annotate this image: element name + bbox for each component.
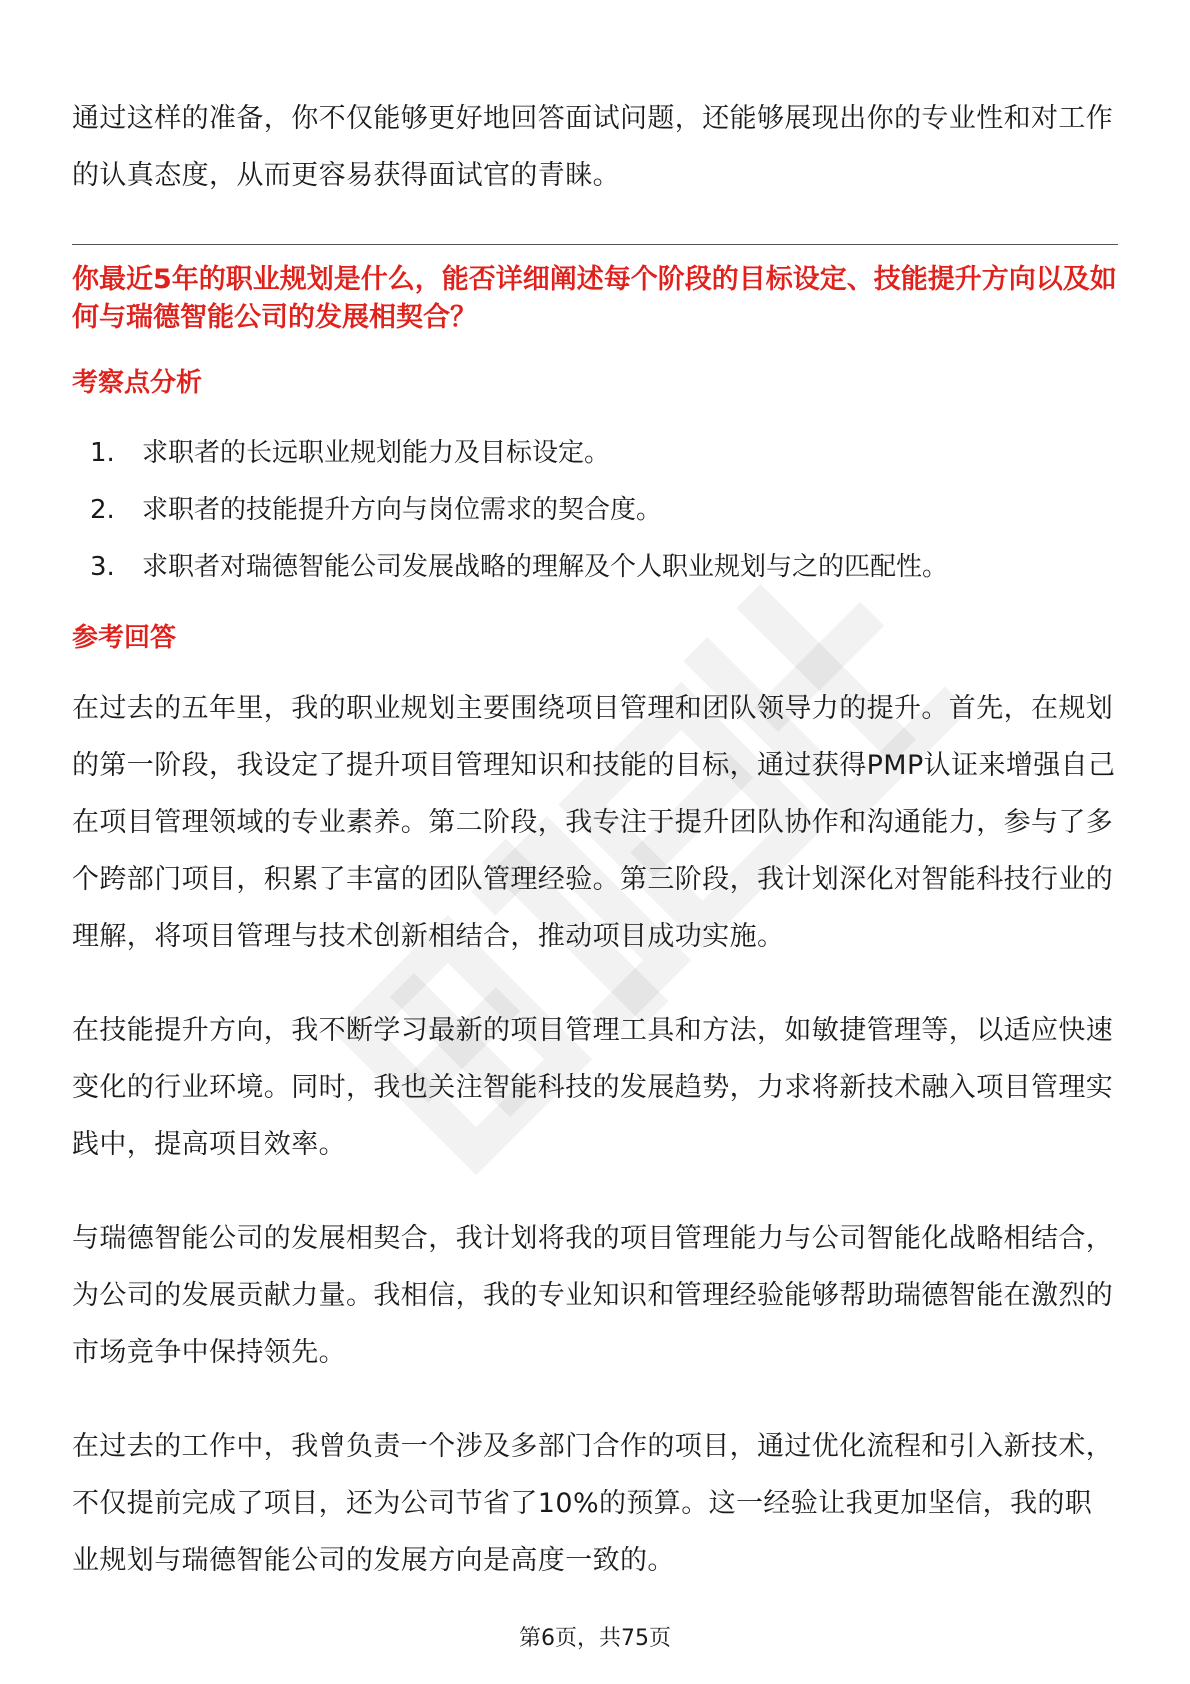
page-number: 第6页，共75页 — [519, 1626, 671, 1651]
intro-paragraph: 通过这样的准备，你不仅能够更好地回答面试问题，还能够展现出你的专业性和对工作的认真态度，从而更容易获得面试官的青睐。 — [72, 103, 1114, 191]
answer-heading: 参考回答 — [72, 623, 177, 653]
answer-paragraph: 与瑞德智能公司的发展相契合，我计划将我的项目管理能力与公司智能化战略相结合，为公司的发展贡献力量。我相信，我的专业知识和管理经验能够帮助瑞德智能在激烈的市场竞争中保持领先。 — [72, 1223, 1114, 1368]
analysis-list — [72, 425, 1118, 596]
list-item-number: 2. — [90, 495, 115, 525]
list-item-text: 求职者对瑞德智能公司发展战略的理解及个人职业规划与之的匹配性。 — [142, 552, 949, 582]
list-item — [72, 425, 1118, 482]
answer-paragraph: 在技能提升方向，我不断学习最新的项目管理工具和方法，如敏捷管理等，以适应快速变化的行业环境。同时，我也关注智能科技的发展趋势，力求将新技术融入项目管理实践中，提高项目效率。 — [72, 1015, 1114, 1160]
list-item — [72, 482, 1118, 539]
list-item-text: 求职者的技能提升方向与岗位需求的契合度。 — [142, 495, 663, 525]
page-content — [72, 90, 1118, 1626]
list-item-text: 求职者的长远职业规划能力及目标设定。 — [142, 438, 611, 468]
answer-paragraph: 在过去的工作中，我曾负责一个涉及多部门合作的项目，通过优化流程和引入新技术，不仅提前完成了项目，还为公司节省了10%的预算。这一经验让我更加坚信，我的职业规划与瑞德智能公司的发展方向是高度一致的。 — [72, 1431, 1114, 1576]
section-divider — [72, 244, 1118, 245]
answer-section — [72, 680, 1118, 1589]
list-item-number: 3. — [90, 552, 115, 582]
list-item-number: 1. — [90, 438, 115, 468]
interview-question: 你最近5年的职业规划是什么，能否详细阐述每个阶段的目标设定、技能提升方向以及如何与瑞德智能公司的发展相契合？ — [72, 264, 1117, 333]
list-item — [72, 539, 1118, 596]
answer-paragraph: 在过去的五年里，我的职业规划主要围绕项目管理和团队领导力的提升。首先，在规划的第一阶段，我设定了提升项目管理知识和技能的目标，通过获得PMP认证来增强自己在项目管理领域的专业素养。第二阶段，我专注于提升团队协作和沟通能力，参与了多个跨部门项目，积累了丰富的团队管理经验。第三阶段，我计划深化对智能科技行业的理解，将项目管理与技术创新相结合，推动项目成功实施。 — [72, 693, 1116, 952]
analysis-heading: 考察点分析 — [72, 368, 203, 398]
